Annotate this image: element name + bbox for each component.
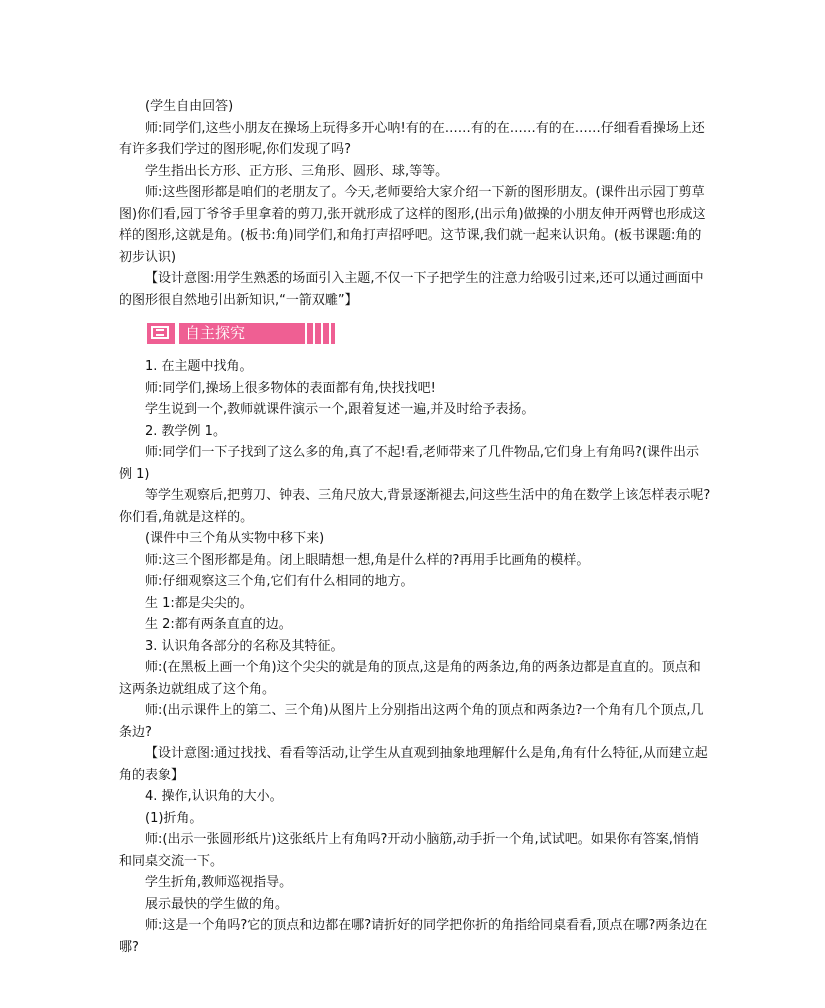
- lesson-text: [119, 96, 711, 958]
- section-title-bar: [179, 323, 335, 344]
- paragraph: 学生说到一个,教师就课件演示一个,跟着复述一遍,并及时给予表扬。: [145, 402, 535, 417]
- paragraph: 师:同学们,这些小朋友在操场上玩得多开心呐!有的在……有的在……有的在……仔细看看操场上还有许多我们学过的图形呢,你们发现了吗?: [119, 120, 705, 157]
- paragraph: 师:这是一个角吗?它的顶点和边都在哪?请折好的同学把你折的角指给同桌看看,顶点在哪?两条边在哪?: [119, 918, 708, 955]
- decorative-stripe: [313, 323, 315, 344]
- paragraph: 展示最快的学生做的角。: [145, 896, 289, 912]
- section-number-icon: [147, 323, 175, 344]
- paragraph: 生 1:都是尖尖的。: [145, 595, 253, 611]
- paragraph: 师:这三个图形都是角。闭上眼睛想一想,角是什么样的?再用手比画角的模样。: [145, 552, 590, 568]
- paragraph: 学生折角,教师巡视指导。: [145, 875, 293, 890]
- paragraph: 2. 教学例 1。: [145, 423, 226, 439]
- paragraph: 师:这些图形都是咱们的老朋友了。今天,老师要给大家介绍一下新的图形朋友。(课件出示园丁剪草图)你们看,园丁爷爷手里拿着的剪刀,张开就形成了这样的图形,(出示角)做操的小朋友伸开两臂也形成这样的图形,这就是角。(板书:角)同学们,和角打声招呼吧。这节课,我们就一起来认识角。(板书课题:角的初步认识): [119, 185, 706, 265]
- paragraph: 1. 在主题中找角。: [145, 359, 253, 374]
- section-header: [147, 323, 335, 344]
- paragraph: (课件中三个角从实物中移下来): [145, 531, 325, 546]
- paragraph: (学生自由回答): [145, 99, 234, 114]
- paragraph: 师:(出示课件上的第二、三个角)从图片上分别指出这两个角的顶点和两条边?一个角有几个顶点,几条边?: [119, 703, 704, 740]
- paragraph: (1)折角。: [145, 810, 203, 826]
- paragraph: 师:同学们一下子找到了这么多的角,真了不起!看,老师带来了几件物品,它们身上有角吗?(课件出示例 1): [119, 445, 699, 482]
- paragraph: 生 2:都有两条直直的边。: [145, 617, 292, 632]
- decorative-stripe: [329, 323, 331, 344]
- decorative-stripe: [321, 323, 323, 344]
- section-title: 自主探究: [185, 324, 246, 342]
- paragraph: 师:同学们,操场上很多物体的表面都有角,快找找吧!: [145, 380, 436, 396]
- paragraph: 学生指出长方形、正方形、三角形、圆形、球,等等。: [145, 163, 449, 179]
- paragraph: 4. 操作,认识角的大小。: [145, 789, 283, 804]
- paragraph: 等学生观察后,把剪刀、钟表、三角尺放大,背景逐渐褪去,问这些生活中的角在数学上该怎样表示呢?你们看,角就是这样的。: [119, 488, 711, 525]
- paragraph: 师:仔细观察这三个角,它们有什么相同的地方。: [145, 574, 414, 589]
- paragraph: 师:(在黑板上画一个角)这个尖尖的就是角的顶点,这是角的两条边,角的两条边都是直直的。顶点和这两条边就组成了这个角。: [119, 660, 701, 697]
- design-intent-note: 【设计意图:通过找找、看看等活动,让学生从直观到抽象地理解什么是角,角有什么特征,从而建立起角的表象】: [119, 746, 708, 783]
- paragraph: 3. 认识角各部分的名称及其特征。: [145, 638, 344, 654]
- paragraph: 师:(出示一张圆形纸片)这张纸片上有角吗?开动小脑筋,动手折一个角,试试吧。如果你有答案,悄悄和同桌交流一下。: [119, 832, 699, 869]
- decorative-stripe: [305, 323, 307, 344]
- design-intent-note: 【设计意图:用学生熟悉的场面引入主题,不仅一下子把学生的注意力给吸引过来,还可以通过画面中的图形很自然地引出新知识,“一箭双雕”】: [119, 271, 704, 308]
